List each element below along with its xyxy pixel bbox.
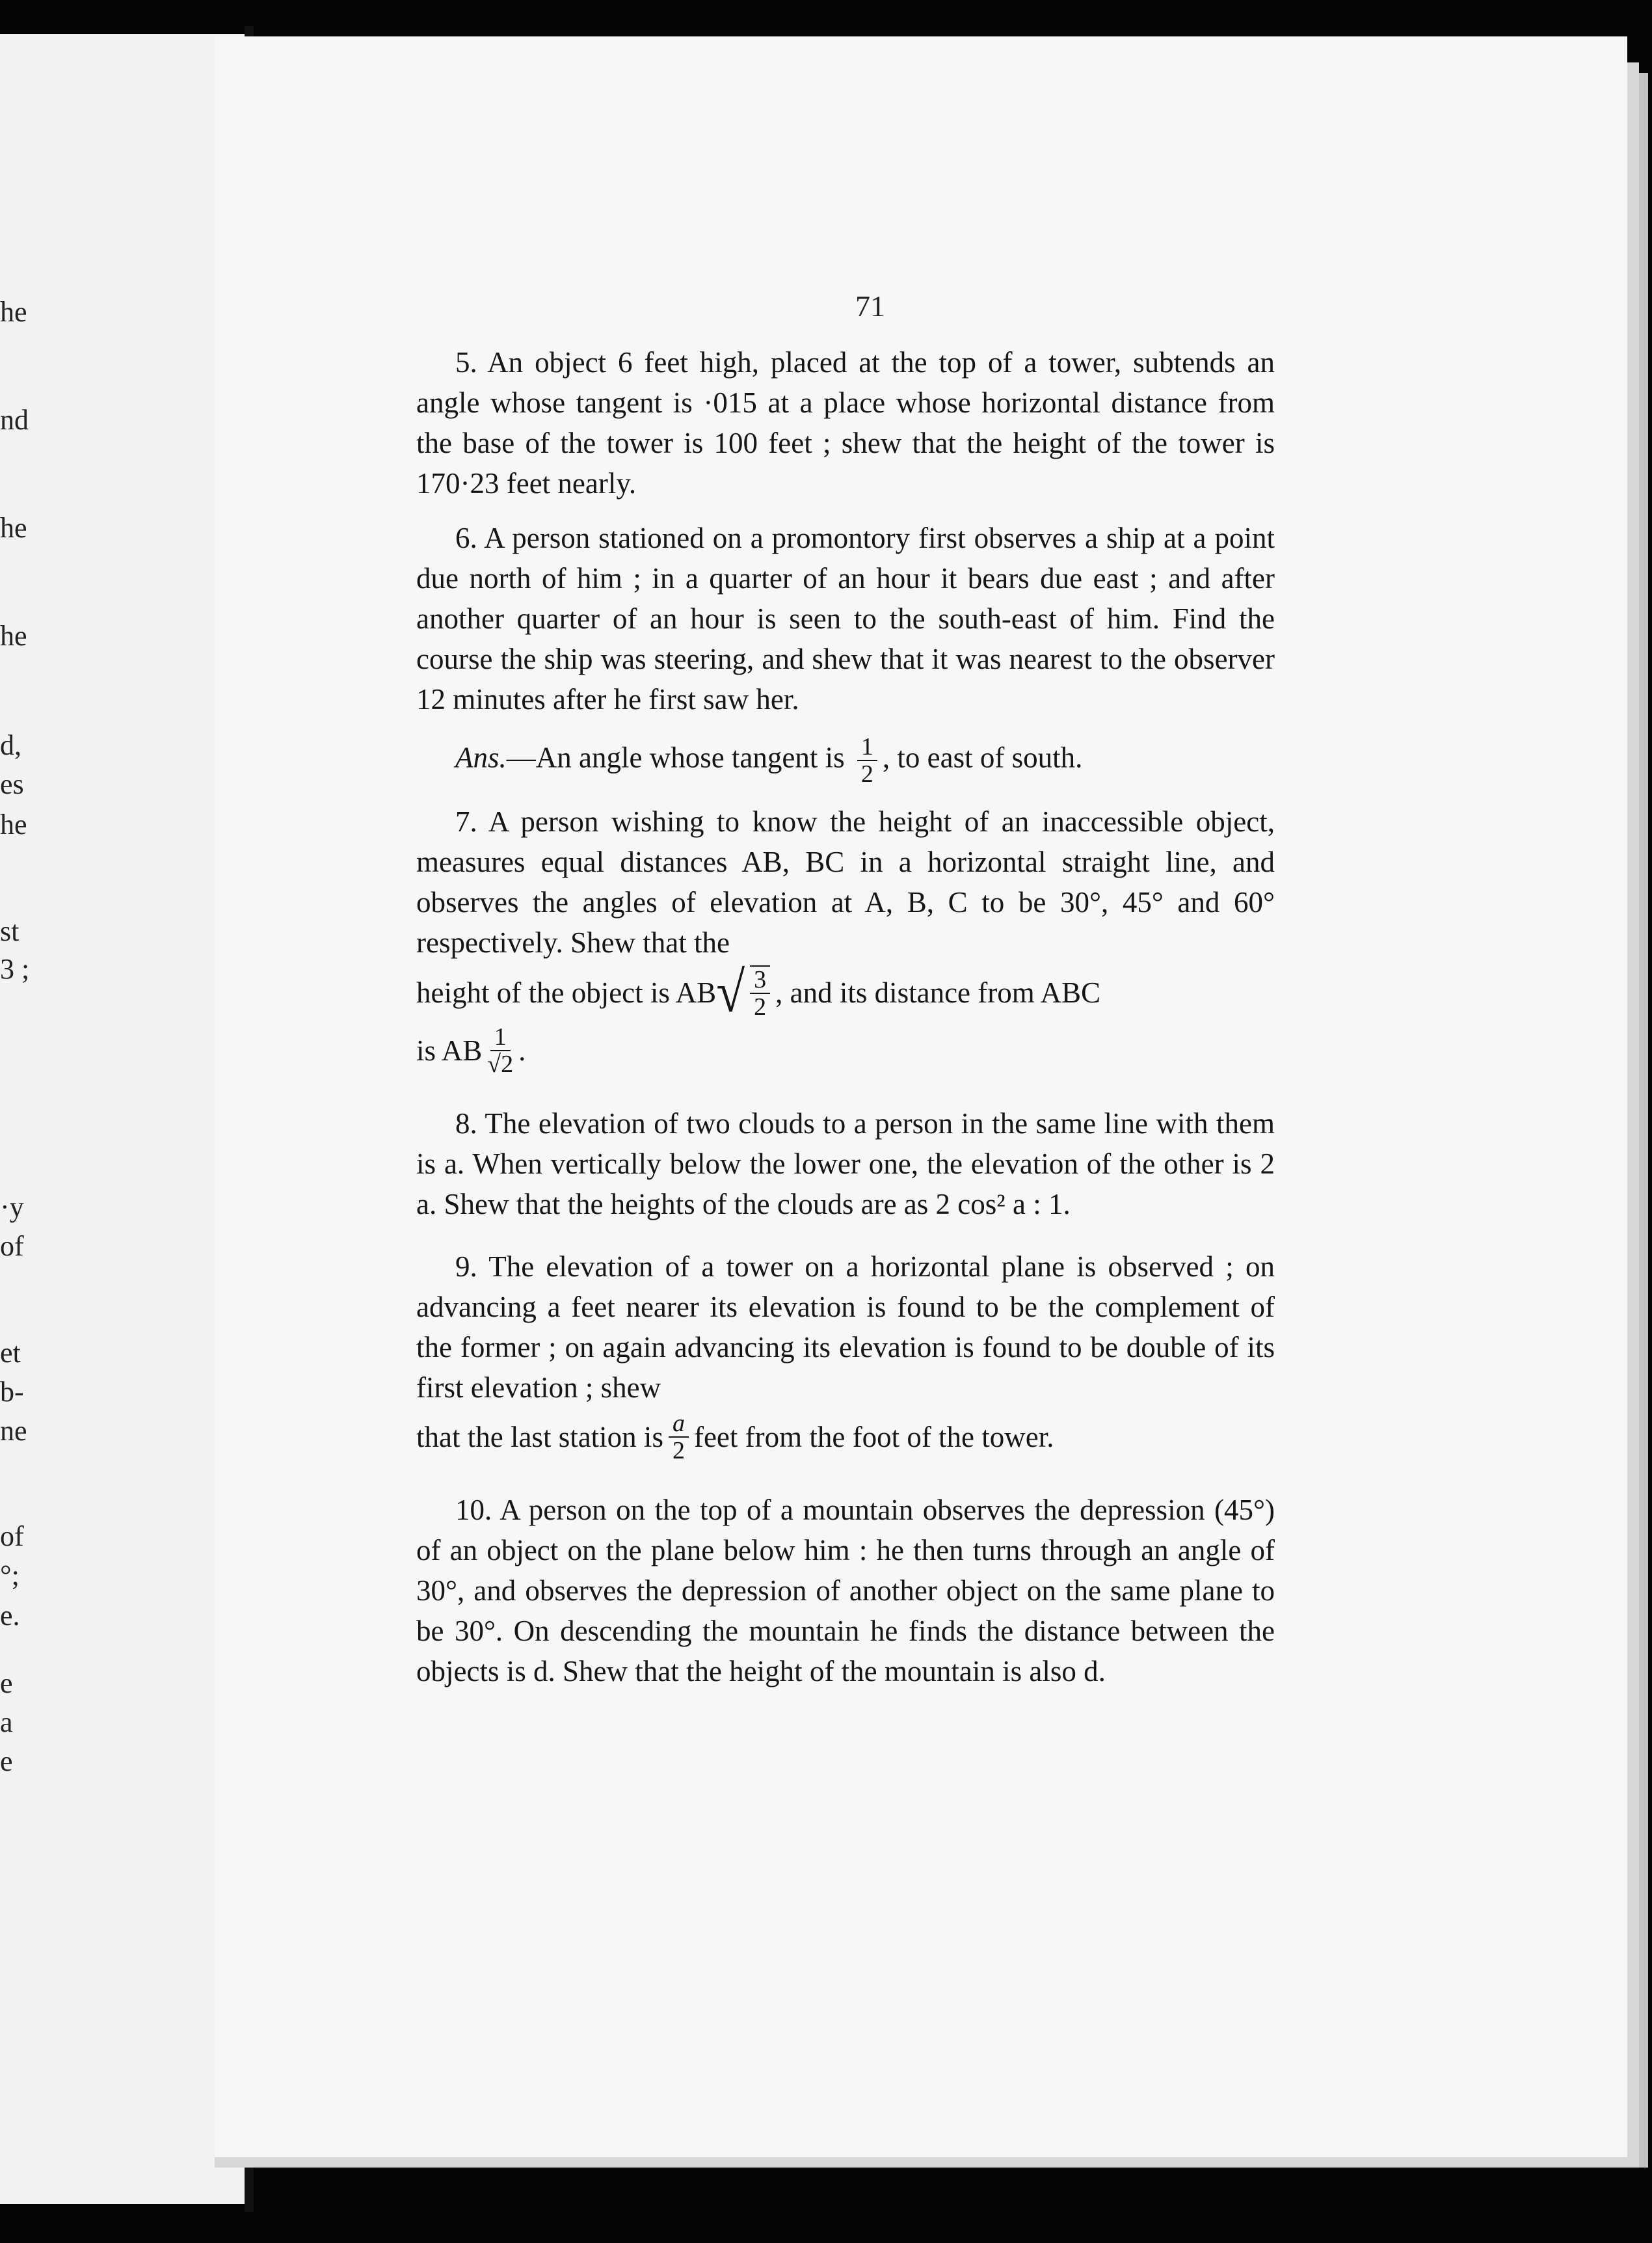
square-root-icon: √ bbox=[716, 961, 745, 1025]
left-page-fragment: st bbox=[0, 915, 20, 947]
problem-7-distance-line bbox=[416, 1024, 1275, 1077]
fraction-denominator: √2 bbox=[487, 1051, 514, 1078]
problem-8: 8. The elevation of two clouds to a person in the same line with them is a. When vertically below the lower one, the elevation of the other is 2 a. Shew that the heights of the clouds are as 2 cos² a : 1. bbox=[416, 1107, 1275, 1220]
fraction-three-halves bbox=[750, 965, 770, 1020]
left-page-fragment: ·y bbox=[0, 1191, 24, 1223]
fraction-one-over-root-two bbox=[487, 1024, 513, 1077]
problem-7-distance-text: , and its distance from ABC bbox=[775, 976, 1101, 1009]
left-page-fragment: e bbox=[0, 1745, 13, 1777]
left-page-fragment: he bbox=[0, 512, 27, 544]
left-page-fragment: of bbox=[0, 1230, 24, 1262]
left-page-fragment: e. bbox=[0, 1600, 20, 1632]
fraction-denominator: 2 bbox=[754, 993, 767, 1021]
problem-9: 9. The elevation of a tower on a horizontal plane is observed ; on advancing a feet nearer its elevation is found to be the complement of the former ; on again advancing its elevation is found to be double of its first elevation ; shew bbox=[416, 1250, 1275, 1404]
fraction-numerator: a bbox=[669, 1410, 689, 1438]
left-page-fragment: he bbox=[0, 809, 27, 840]
problem-6: 6. A person stationed on a promontory first observes a ship at a point due north of him ; in a quarter of an hour it bears due east ; and after another quarter of an hour is seen to the south-east of him. Find the course the ship was steering, and shew that it was nearest to the observer 12 minutes after he first saw her. bbox=[416, 522, 1275, 716]
problem-6-answer bbox=[416, 734, 1275, 787]
problem-7: 7. A person wishing to know the height of an inaccessible object, measures equal distances AB, BC in a horizontal straight line, and observes the angles of elevation at A, B, C to be 30°, 45° and 60° respectively. Shew that the bbox=[416, 805, 1275, 959]
fraction-denominator: 2 bbox=[672, 1437, 685, 1464]
right-page bbox=[215, 36, 1627, 2157]
left-page-fragment: ne bbox=[0, 1415, 27, 1447]
problem-9-station-text: that the last station is bbox=[416, 1421, 663, 1453]
problem-7-height-line bbox=[416, 961, 1275, 1025]
problem-9-last-line bbox=[416, 1410, 1275, 1464]
fraction-numerator: 1 bbox=[857, 734, 877, 761]
problem-7-height-text: height of the object is AB bbox=[416, 976, 717, 1009]
fraction-numerator: 3 bbox=[750, 967, 770, 994]
page-number: 71 bbox=[855, 289, 885, 323]
left-page-fragment: 3 ; bbox=[0, 953, 30, 985]
problem-9-feet-text: feet from the foot of the tower. bbox=[693, 1421, 1054, 1453]
problem-5: 5. An object 6 feet high, placed at the top of a tower, subtends an angle whose tangent is ·015 at a place whose horizontal distance from the base of the tower is 100 feet ; shew that the height of the tower is 170·23 feet nearly. bbox=[416, 346, 1275, 500]
left-page-fragment: he bbox=[0, 620, 27, 652]
left-page-fragment: °; bbox=[0, 1559, 20, 1591]
answer-text: —An angle whose tangent is bbox=[506, 741, 845, 774]
left-page-fragment: e bbox=[0, 1667, 13, 1699]
left-page-fragment: et bbox=[0, 1337, 21, 1369]
problem-10: 10. A person on the top of a mountain observes the depression (45°) of an object on the plane below him : he then turns through an angle of 30°, and observes the depression of another object on the same plane to be 30°. On descending the mountain he finds the distance between the objects is d. Shew that the height of the mountain is also d. bbox=[416, 1494, 1275, 1687]
page-body bbox=[416, 342, 1275, 1706]
left-page-fragment: d, bbox=[0, 729, 21, 761]
fraction-numerator: 1 bbox=[490, 1024, 511, 1051]
fraction-denominator: 2 bbox=[860, 760, 873, 788]
left-page-fragment: he bbox=[0, 296, 27, 328]
left-page-fragment: nd bbox=[0, 404, 29, 436]
left-facing-page bbox=[0, 34, 245, 2204]
fraction-one-half bbox=[857, 734, 877, 787]
answer-label: Ans. bbox=[455, 741, 507, 774]
answer-text-end: , to east of south. bbox=[882, 741, 1083, 774]
problem-7-is-ab-text: is AB bbox=[416, 1034, 483, 1067]
left-page-fragment: es bbox=[0, 768, 24, 800]
period: . bbox=[518, 1034, 526, 1067]
fraction-a-over-two bbox=[669, 1410, 689, 1464]
left-page-fragment: a bbox=[0, 1706, 13, 1738]
left-page-fragment: b- bbox=[0, 1376, 24, 1408]
left-page-fragment: of bbox=[0, 1520, 24, 1552]
